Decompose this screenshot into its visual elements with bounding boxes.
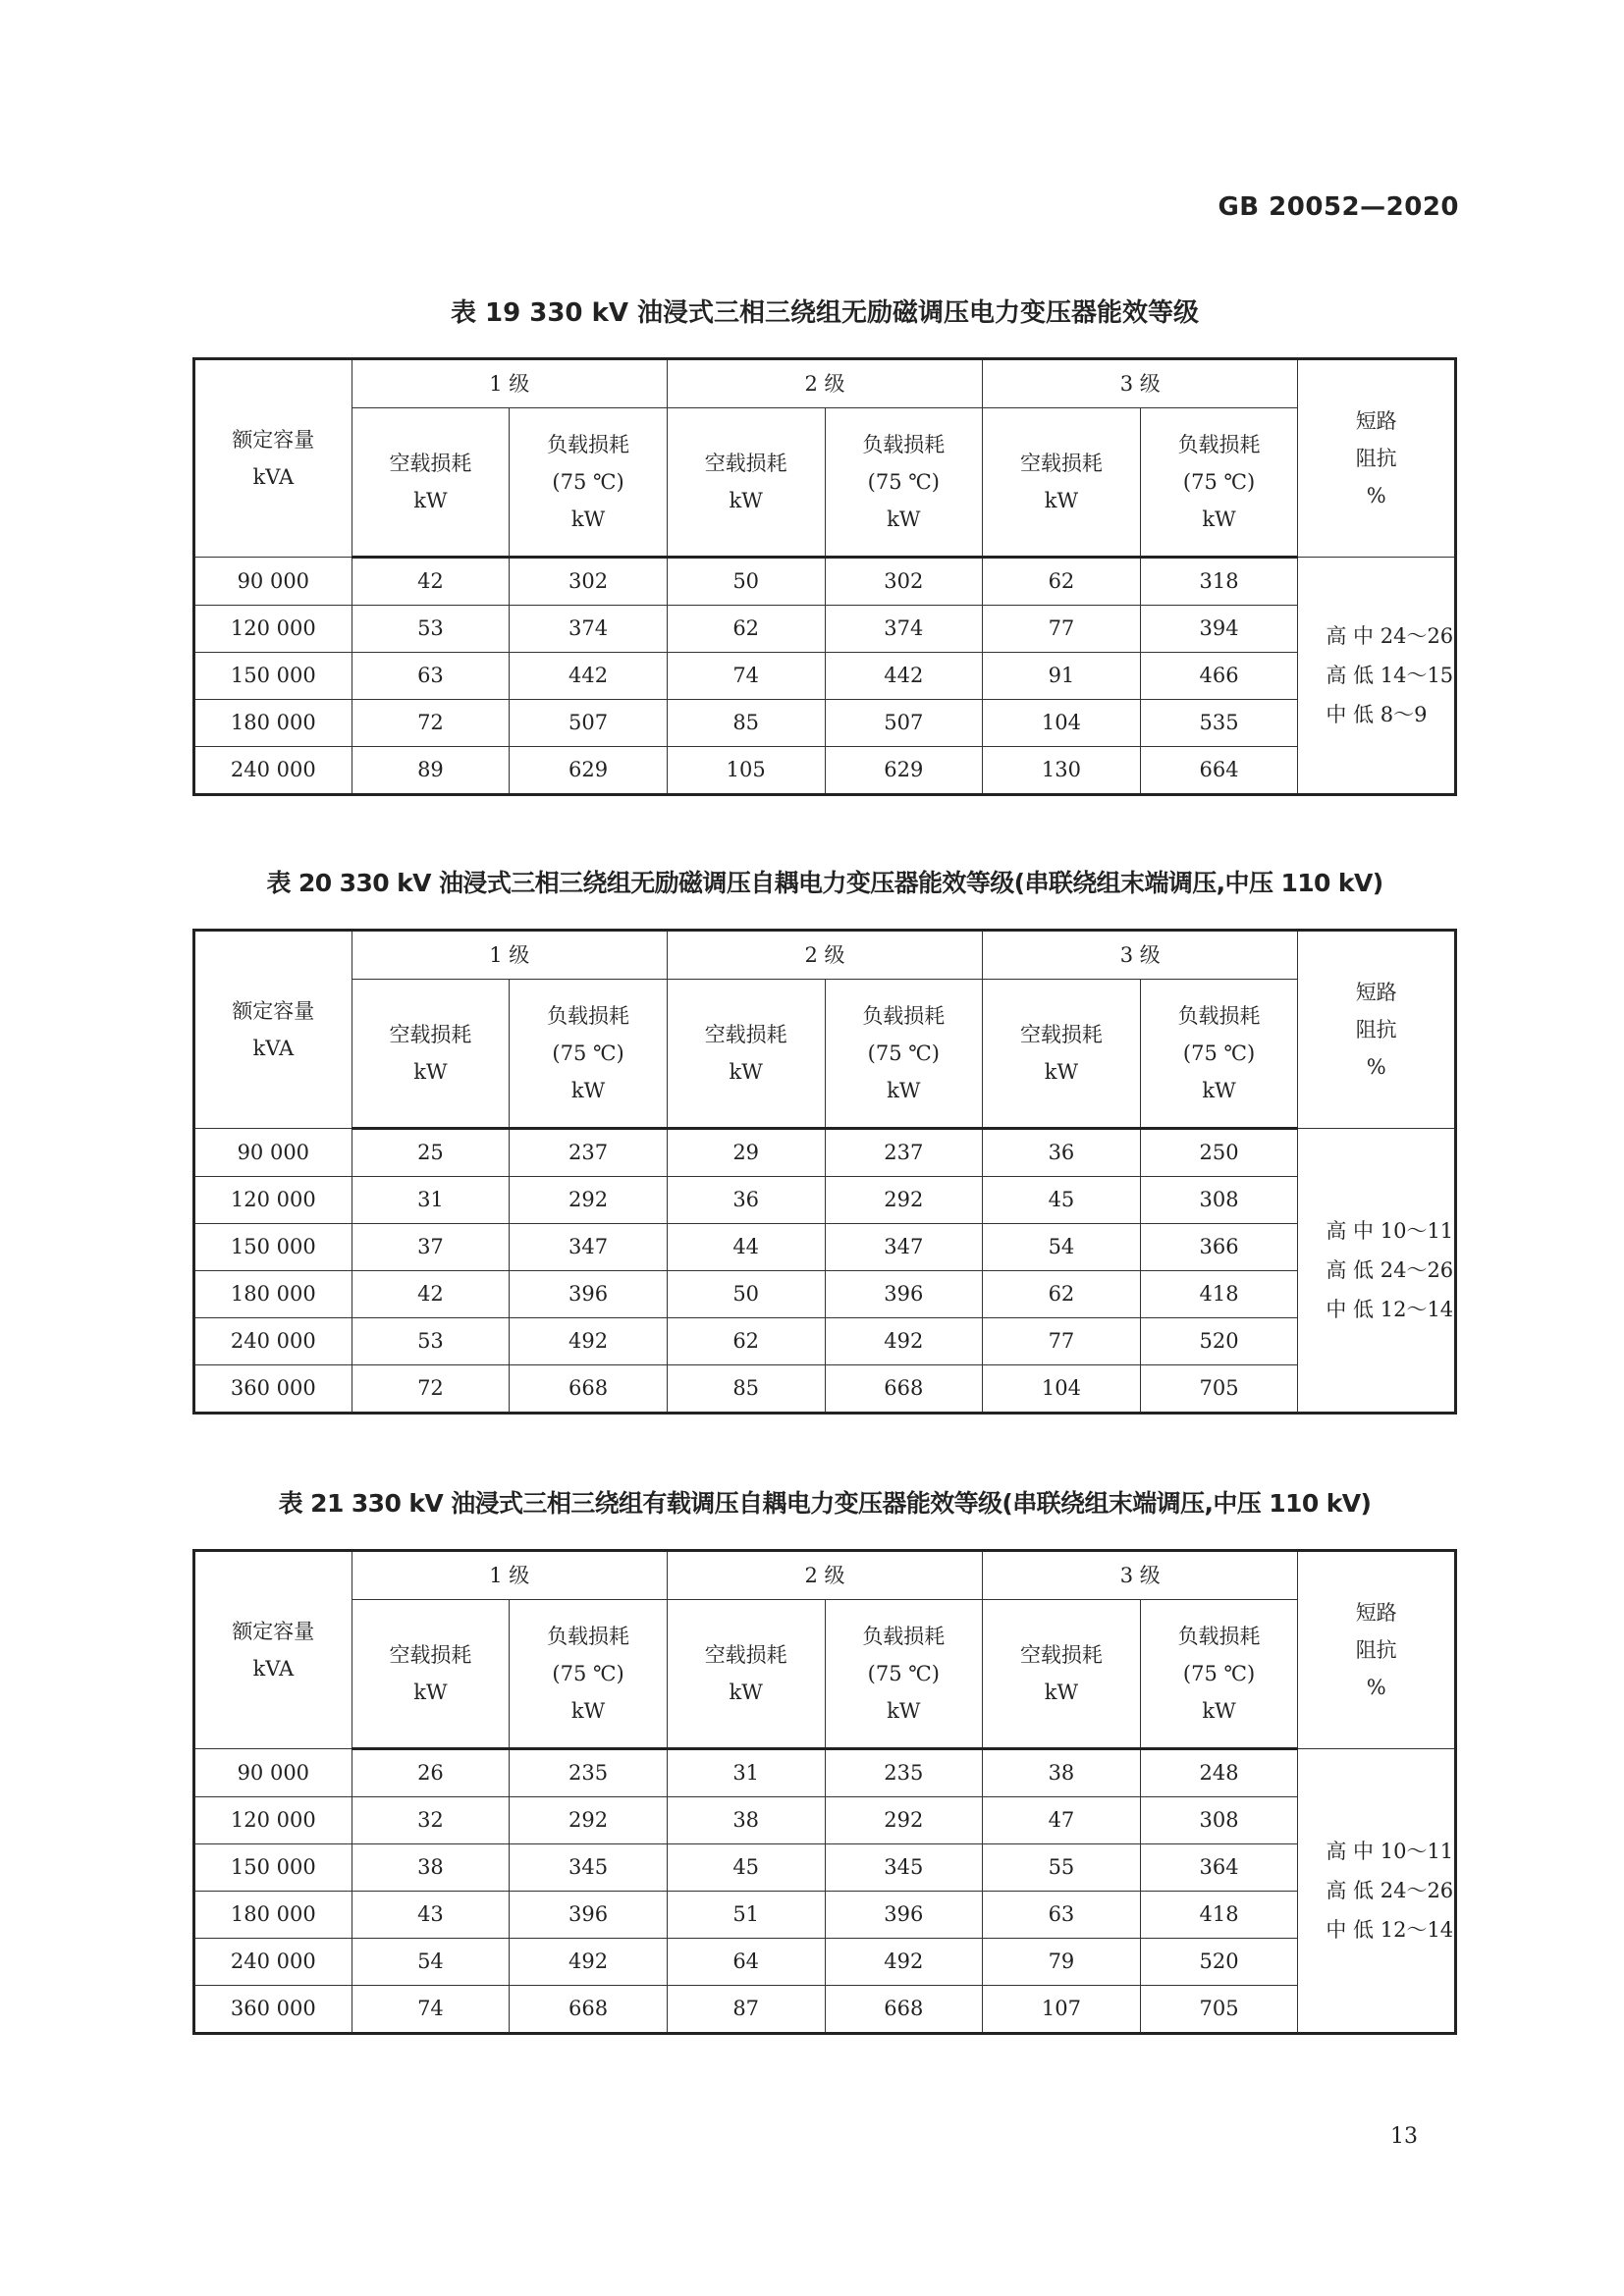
load-loss-header-line: 负载损耗 [1177, 433, 1261, 456]
no-load-loss-header [983, 1600, 1141, 1749]
loss-cell: 302 [825, 558, 983, 606]
impedance-header-line: 阻抗 [1355, 1638, 1397, 1662]
capacity-header [194, 1551, 352, 1749]
loss-cell: 55 [983, 1844, 1141, 1892]
loss-cell: 85 [667, 700, 825, 747]
capacity-header-line: kVA [252, 465, 295, 489]
load-loss-header-line: kW [887, 1699, 921, 1723]
load-loss-header [510, 408, 668, 558]
no-load-loss-header-line: kW [413, 489, 448, 512]
header-row-losses [194, 1600, 1456, 1749]
loss-cell: 38 [352, 1844, 510, 1892]
load-loss-header-line: (75 ℃) [552, 470, 624, 494]
loss-cell: 62 [667, 1318, 825, 1365]
capacity-header [194, 931, 352, 1129]
loss-cell: 629 [510, 747, 668, 795]
table-21 [192, 1549, 1457, 2035]
table-row [194, 1939, 1456, 1986]
loss-cell: 292 [510, 1177, 668, 1224]
header-row-grades [194, 931, 1456, 980]
load-loss-header [510, 980, 668, 1129]
no-load-loss-header-line: kW [1044, 1060, 1079, 1084]
no-load-loss-header-line: 空载损耗 [704, 1023, 787, 1046]
loss-cell: 31 [352, 1177, 510, 1224]
header-row-grades [194, 359, 1456, 408]
load-loss-header-line: kW [570, 1699, 606, 1723]
capacity-cell: 240 000 [194, 747, 352, 795]
no-load-loss-header-line: 空载损耗 [389, 1023, 472, 1046]
loss-cell: 374 [825, 606, 983, 653]
loss-cell: 347 [825, 1224, 983, 1271]
loss-cell: 32 [352, 1797, 510, 1844]
table-row [194, 700, 1456, 747]
no-load-loss-header-line: 空载损耗 [389, 1643, 472, 1667]
grade-2-header: 2 级 [667, 1551, 982, 1600]
impedance-values-cell [1298, 1129, 1456, 1414]
impedance-header [1298, 931, 1456, 1129]
header-row-grades [194, 1551, 1456, 1600]
table-row [194, 747, 1456, 795]
impedance-values-cell [1298, 1749, 1456, 2034]
no-load-loss-header-line: 空载损耗 [1019, 1023, 1103, 1046]
loss-cell: 44 [667, 1224, 825, 1271]
no-load-loss-header-line: kW [729, 1681, 763, 1704]
loss-cell: 374 [510, 606, 668, 653]
load-loss-header-line: kW [1202, 507, 1236, 531]
loss-cell: 396 [825, 1892, 983, 1939]
loss-cell: 418 [1140, 1892, 1298, 1939]
load-loss-header-line: 负载损耗 [547, 1625, 630, 1648]
capacity-cell: 150 000 [194, 1224, 352, 1271]
loss-cell: 237 [825, 1129, 983, 1177]
loss-cell: 235 [825, 1749, 983, 1797]
loss-cell: 302 [510, 558, 668, 606]
loss-cell: 50 [667, 1271, 825, 1318]
loss-cell: 418 [1140, 1271, 1298, 1318]
table-row [194, 1844, 1456, 1892]
loss-cell: 668 [510, 1986, 668, 2034]
no-load-loss-header-line: 空载损耗 [704, 452, 787, 475]
table-19 [192, 357, 1457, 796]
table-row [194, 1892, 1456, 1939]
loss-cell: 668 [825, 1365, 983, 1414]
capacity-header-line: 额定容量 [232, 428, 315, 452]
loss-cell: 442 [510, 653, 668, 700]
load-loss-header-line: (75 ℃) [552, 1662, 624, 1685]
load-loss-header-line: 负载损耗 [862, 1004, 946, 1028]
load-loss-header-line: (75 ℃) [1182, 470, 1256, 494]
loss-cell: 36 [983, 1129, 1141, 1177]
load-loss-header [1140, 408, 1298, 558]
loss-cell: 37 [352, 1224, 510, 1271]
loss-cell: 64 [667, 1939, 825, 1986]
table-row [194, 1129, 1456, 1177]
impedance-header [1298, 1551, 1456, 1749]
grade-3-header: 3 级 [983, 359, 1298, 408]
load-loss-header-line: kW [1202, 1079, 1236, 1102]
capacity-cell: 90 000 [194, 1749, 352, 1797]
loss-cell: 507 [825, 700, 983, 747]
loss-cell: 237 [510, 1129, 668, 1177]
loss-cell: 292 [825, 1797, 983, 1844]
header-row-losses [194, 980, 1456, 1129]
loss-cell: 396 [825, 1271, 983, 1318]
loss-cell: 345 [825, 1844, 983, 1892]
loss-cell: 62 [667, 606, 825, 653]
loss-cell: 492 [825, 1939, 983, 1986]
loss-cell: 36 [667, 1177, 825, 1224]
loss-cell: 492 [510, 1318, 668, 1365]
no-load-loss-header [352, 408, 510, 558]
capacity-cell: 120 000 [194, 1797, 352, 1844]
capacity-cell: 120 000 [194, 606, 352, 653]
loss-cell: 72 [352, 700, 510, 747]
load-loss-header [510, 1600, 668, 1749]
impedance-value: 高 低 24～26 [1326, 1879, 1454, 1902]
no-load-loss-header [352, 980, 510, 1129]
loss-cell: 104 [983, 700, 1141, 747]
table-21-caption: 表 21 330 kV 油浸式三相三绕组有载调压自耦电力变压器能效等级(串联绕组末端调压,中压 110 kV) [278, 1489, 1372, 1518]
loss-cell: 130 [983, 747, 1141, 795]
no-load-loss-header-line: kW [413, 1681, 448, 1704]
loss-cell: 91 [983, 653, 1141, 700]
loss-cell: 53 [352, 1318, 510, 1365]
capacity-cell: 180 000 [194, 1271, 352, 1318]
loss-cell: 62 [983, 1271, 1141, 1318]
no-load-loss-header [983, 408, 1141, 558]
impedance-values-cell [1298, 558, 1456, 795]
loss-cell: 107 [983, 1986, 1141, 2034]
loss-cell: 53 [352, 606, 510, 653]
loss-cell: 442 [825, 653, 983, 700]
loss-cell: 63 [983, 1892, 1141, 1939]
grade-1-header: 1 级 [352, 931, 667, 980]
table-20-caption: 表 20 330 kV 油浸式三相三绕组无励磁调压自耦电力变压器能效等级(串联绕组末端调压,中压 110 kV) [266, 869, 1383, 897]
load-loss-header-line: 负载损耗 [547, 433, 630, 456]
load-loss-header [1140, 1600, 1298, 1749]
load-loss-header-line: (75 ℃) [867, 1041, 940, 1065]
impedance-header-line: 短路 [1355, 1601, 1397, 1625]
loss-cell: 668 [510, 1365, 668, 1414]
load-loss-header [1140, 980, 1298, 1129]
table-row [194, 606, 1456, 653]
grade-1-header: 1 级 [352, 1551, 667, 1600]
loss-cell: 79 [983, 1939, 1141, 1986]
capacity-header-line: 额定容量 [232, 1620, 315, 1643]
capacity-cell: 360 000 [194, 1986, 352, 2034]
load-loss-header-line: (75 ℃) [867, 1662, 940, 1685]
impedance-header-line: 阻抗 [1355, 1018, 1397, 1041]
loss-cell: 347 [510, 1224, 668, 1271]
no-load-loss-header-line: kW [1044, 489, 1079, 512]
grade-1-header: 1 级 [352, 359, 667, 408]
table-row [194, 1749, 1456, 1797]
loss-cell: 668 [825, 1986, 983, 2034]
capacity-header [194, 359, 352, 558]
loss-cell: 85 [667, 1365, 825, 1414]
table-row [194, 1797, 1456, 1844]
loss-cell: 492 [510, 1939, 668, 1986]
load-loss-header [825, 408, 983, 558]
page-number: 13 [1390, 2124, 1418, 2149]
loss-cell: 364 [1140, 1844, 1298, 1892]
capacity-cell: 180 000 [194, 700, 352, 747]
table-19-caption: 表 19 330 kV 油浸式三相三绕组无励磁调压电力变压器能效等级 [450, 298, 1200, 328]
loss-cell: 43 [352, 1892, 510, 1939]
table-row [194, 1365, 1456, 1414]
loss-cell: 45 [983, 1177, 1141, 1224]
loss-cell: 394 [1140, 606, 1298, 653]
no-load-loss-header [667, 408, 825, 558]
no-load-loss-header-line: 空载损耗 [1019, 452, 1103, 475]
impedance-value: 高 低 24～26 [1326, 1258, 1454, 1282]
loss-cell: 51 [667, 1892, 825, 1939]
impedance-value: 高 低 14～15 [1326, 664, 1454, 687]
loss-cell: 77 [983, 1318, 1141, 1365]
impedance-value: 高 中 10～11 [1326, 1219, 1454, 1243]
loss-cell: 396 [510, 1892, 668, 1939]
load-loss-header-line: (75 ℃) [1182, 1041, 1256, 1065]
no-load-loss-header-line: 空载损耗 [704, 1643, 787, 1667]
load-loss-header-line: kW [1202, 1699, 1236, 1723]
load-loss-header-line: (75 ℃) [1182, 1662, 1256, 1685]
loss-cell: 292 [825, 1177, 983, 1224]
capacity-header-line: kVA [252, 1037, 295, 1060]
table-row [194, 1271, 1456, 1318]
load-loss-header [825, 980, 983, 1129]
loss-cell: 705 [1140, 1986, 1298, 2034]
no-load-loss-header [352, 1600, 510, 1749]
loss-cell: 308 [1140, 1797, 1298, 1844]
capacity-cell: 90 000 [194, 558, 352, 606]
table-row [194, 558, 1456, 606]
loss-cell: 77 [983, 606, 1141, 653]
capacity-cell: 240 000 [194, 1318, 352, 1365]
loss-cell: 31 [667, 1749, 825, 1797]
load-loss-header-line: 负载损耗 [1177, 1625, 1261, 1648]
load-loss-header-line: kW [570, 507, 606, 531]
grade-2-header: 2 级 [667, 931, 982, 980]
loss-cell: 308 [1140, 1177, 1298, 1224]
grade-3-header: 3 级 [983, 1551, 1298, 1600]
no-load-loss-header [667, 980, 825, 1129]
impedance-header [1298, 359, 1456, 558]
loss-cell: 29 [667, 1129, 825, 1177]
capacity-header-line: kVA [252, 1657, 295, 1681]
loss-cell: 89 [352, 747, 510, 795]
impedance-header-line: % [1366, 1055, 1386, 1079]
capacity-cell: 240 000 [194, 1939, 352, 1986]
loss-cell: 629 [825, 747, 983, 795]
loss-cell: 54 [983, 1224, 1141, 1271]
impedance-value: 中 低 8～9 [1326, 703, 1428, 726]
impedance-value: 中 低 12～14 [1326, 1918, 1454, 1942]
impedance-header-line: 短路 [1355, 409, 1397, 433]
loss-cell: 466 [1140, 653, 1298, 700]
load-loss-header-line: kW [887, 507, 921, 531]
load-loss-header-line: 负载损耗 [1177, 1004, 1261, 1028]
load-loss-header-line: (75 ℃) [552, 1041, 624, 1065]
loss-cell: 26 [352, 1749, 510, 1797]
loss-cell: 104 [983, 1365, 1141, 1414]
no-load-loss-header [983, 980, 1141, 1129]
loss-cell: 705 [1140, 1365, 1298, 1414]
loss-cell: 62 [983, 558, 1141, 606]
capacity-cell: 90 000 [194, 1129, 352, 1177]
loss-cell: 248 [1140, 1749, 1298, 1797]
no-load-loss-header-line: kW [729, 489, 763, 512]
table-row [194, 1224, 1456, 1271]
no-load-loss-header-line: kW [729, 1060, 763, 1084]
no-load-loss-header-line: kW [413, 1060, 448, 1084]
impedance-header-line: % [1366, 484, 1386, 507]
load-loss-header-line: kW [570, 1079, 606, 1102]
loss-cell: 492 [825, 1318, 983, 1365]
loss-cell: 38 [667, 1797, 825, 1844]
loss-cell: 520 [1140, 1318, 1298, 1365]
table-row [194, 1318, 1456, 1365]
loss-cell: 396 [510, 1271, 668, 1318]
loss-cell: 87 [667, 1986, 825, 2034]
loss-cell: 25 [352, 1129, 510, 1177]
loss-cell: 50 [667, 558, 825, 606]
capacity-cell: 150 000 [194, 653, 352, 700]
impedance-value: 高 中 24～26 [1326, 624, 1454, 648]
grade-2-header: 2 级 [667, 359, 982, 408]
impedance-header-line: 阻抗 [1355, 447, 1397, 470]
no-load-loss-header-line: 空载损耗 [389, 452, 472, 475]
loss-cell: 366 [1140, 1224, 1298, 1271]
capacity-cell: 150 000 [194, 1844, 352, 1892]
capacity-header-line: 额定容量 [232, 999, 315, 1023]
loss-cell: 74 [352, 1986, 510, 2034]
loss-cell: 250 [1140, 1129, 1298, 1177]
loss-cell: 664 [1140, 747, 1298, 795]
loss-cell: 63 [352, 653, 510, 700]
impedance-header-line: % [1366, 1676, 1386, 1699]
grade-3-header: 3 级 [983, 931, 1298, 980]
capacity-cell: 180 000 [194, 1892, 352, 1939]
load-loss-header-line: (75 ℃) [867, 470, 940, 494]
header-row-losses [194, 408, 1456, 558]
loss-cell: 235 [510, 1749, 668, 1797]
impedance-header-line: 短路 [1355, 981, 1397, 1004]
loss-cell: 74 [667, 653, 825, 700]
loss-cell: 318 [1140, 558, 1298, 606]
standard-code: GB 20052—2020 [1218, 192, 1459, 222]
loss-cell: 507 [510, 700, 668, 747]
loss-cell: 54 [352, 1939, 510, 1986]
table-20 [192, 929, 1457, 1415]
no-load-loss-header [667, 1600, 825, 1749]
load-loss-header-line: kW [887, 1079, 921, 1102]
loss-cell: 292 [510, 1797, 668, 1844]
loss-cell: 47 [983, 1797, 1141, 1844]
load-loss-header-line: 负载损耗 [547, 1004, 630, 1028]
table-row [194, 1177, 1456, 1224]
capacity-cell: 120 000 [194, 1177, 352, 1224]
loss-cell: 520 [1140, 1939, 1298, 1986]
capacity-cell: 360 000 [194, 1365, 352, 1414]
loss-cell: 72 [352, 1365, 510, 1414]
impedance-value: 高 中 10～11 [1326, 1840, 1454, 1863]
load-loss-header-line: 负载损耗 [862, 433, 946, 456]
impedance-value: 中 低 12～14 [1326, 1298, 1454, 1321]
table-row [194, 653, 1456, 700]
no-load-loss-header-line: kW [1044, 1681, 1079, 1704]
load-loss-header [825, 1600, 983, 1749]
loss-cell: 42 [352, 558, 510, 606]
load-loss-header-line: 负载损耗 [862, 1625, 946, 1648]
loss-cell: 535 [1140, 700, 1298, 747]
loss-cell: 345 [510, 1844, 668, 1892]
no-load-loss-header-line: 空载损耗 [1019, 1643, 1103, 1667]
loss-cell: 38 [983, 1749, 1141, 1797]
loss-cell: 45 [667, 1844, 825, 1892]
table-row [194, 1986, 1456, 2034]
loss-cell: 42 [352, 1271, 510, 1318]
loss-cell: 105 [667, 747, 825, 795]
